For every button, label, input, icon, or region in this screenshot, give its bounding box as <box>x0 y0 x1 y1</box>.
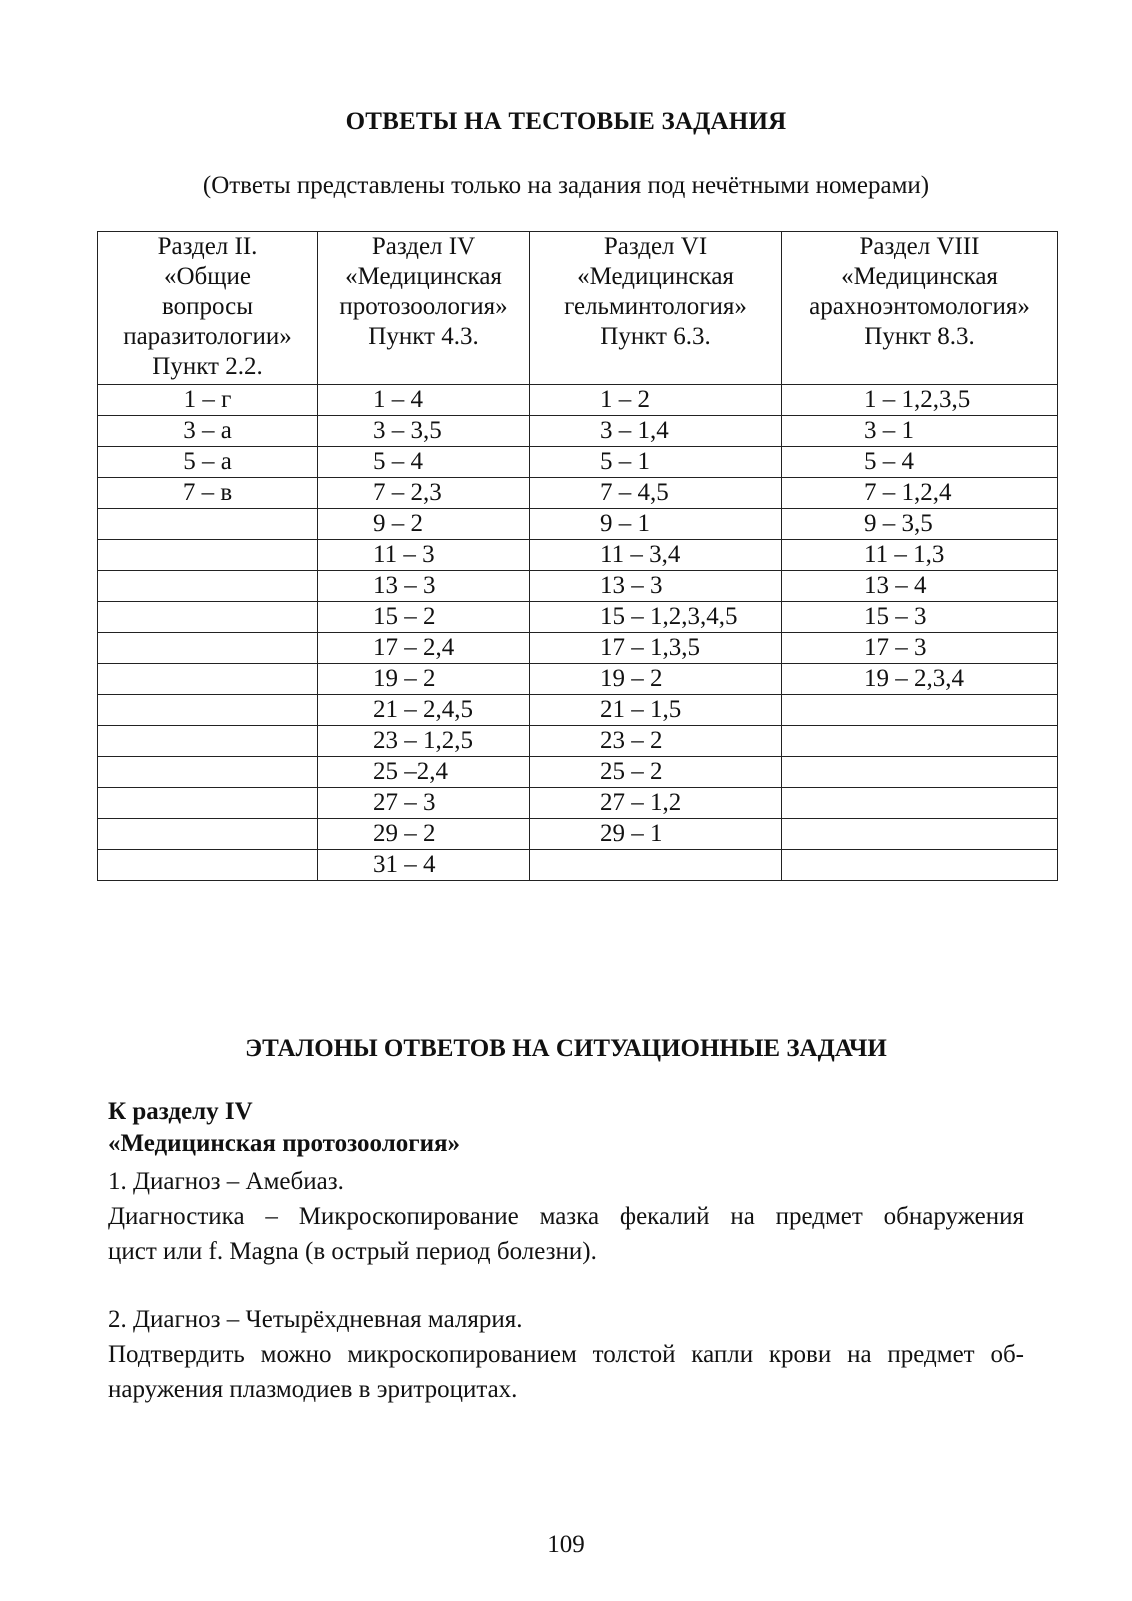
header-line: Пункт 4.3. <box>368 323 479 350</box>
table-cell <box>98 664 318 695</box>
answer-1-text-line: Диагностика – Микроскопирование мазка фекалий на предмет обнаружения <box>108 1203 1024 1230</box>
table-cell <box>318 416 530 447</box>
answer-value: 17 – 2,4 <box>373 634 455 661</box>
answer-value <box>782 696 864 723</box>
table-row <box>98 788 1058 819</box>
table-cell <box>98 850 318 881</box>
table-cell <box>530 540 782 571</box>
answer-value: 15 – 1,2,3,4,5 <box>600 603 738 630</box>
header-line: «Медицинская <box>841 263 998 290</box>
answer-value: 13 – 4 <box>864 572 927 599</box>
table-cell <box>98 602 318 633</box>
table-cell <box>98 540 318 571</box>
header-cell-section-6 <box>530 232 782 385</box>
answer-2 <box>108 1302 1024 1407</box>
page-subtitle: (Ответы представлены только на задания под нечётными номерами) <box>202 172 930 199</box>
table-cell <box>318 788 530 819</box>
header-line: Раздел II. <box>157 233 258 260</box>
page-title: ОТВЕТЫ НА ТЕСТОВЫЕ ЗАДАНИЯ <box>345 108 787 135</box>
table-cell <box>530 664 782 695</box>
header-line: Раздел VIII <box>859 233 980 260</box>
answer-value: 23 – 1,2,5 <box>373 727 473 754</box>
table-cell <box>98 447 318 478</box>
table-cell <box>530 726 782 757</box>
answer-value: 5 – 4 <box>864 448 914 475</box>
answer-value: 7 – 1,2,4 <box>864 479 952 506</box>
answer-2-text-line: наружения плазмодиев в эритроцитах. <box>108 1376 518 1403</box>
answers-table <box>97 231 1058 881</box>
table-cell <box>782 416 1058 447</box>
header-line: «Медицинская <box>345 263 502 290</box>
answer-value <box>782 727 864 754</box>
table-cell <box>98 819 318 850</box>
answer-value <box>782 851 864 878</box>
answer-value: 1 – г <box>183 386 232 413</box>
table-cell <box>782 509 1058 540</box>
table-cell <box>98 571 318 602</box>
header-line: «Общие <box>164 263 251 290</box>
table-cell <box>782 447 1058 478</box>
answer-value <box>782 820 864 847</box>
table-cell <box>318 819 530 850</box>
section-heading-subtitle: «Медицинская протозоология» <box>108 1130 461 1157</box>
table-cell <box>98 757 318 788</box>
answer-value: 5 – а <box>183 448 232 475</box>
table-cell <box>318 633 530 664</box>
header-line: Раздел IV <box>371 233 476 260</box>
answer-value: 19 – 2,3,4 <box>864 665 964 692</box>
answers-table-header-row <box>98 232 1058 385</box>
table-row <box>98 478 1058 509</box>
table-cell <box>98 788 318 819</box>
table-cell <box>530 385 782 416</box>
answer-value: 19 – 2 <box>373 665 436 692</box>
answer-value <box>782 758 864 785</box>
table-row <box>98 633 1058 664</box>
section-heading-line: К разделу IV <box>108 1098 253 1125</box>
table-cell <box>782 540 1058 571</box>
table-row <box>98 695 1058 726</box>
table-cell <box>318 602 530 633</box>
answer-value: 7 – 4,5 <box>600 479 669 506</box>
answer-value: 21 – 2,4,5 <box>373 696 473 723</box>
table-row <box>98 447 1058 478</box>
answer-value: 31 – 4 <box>373 851 436 878</box>
answer-value: 13 – 3 <box>373 572 436 599</box>
table-cell <box>782 602 1058 633</box>
header-line: протозоология» <box>339 293 508 320</box>
table-cell <box>318 447 530 478</box>
answer-2-text-line: Подтвердить можно микроскопированием толстой капли крови на предмет об- <box>108 1341 1024 1368</box>
table-cell <box>530 478 782 509</box>
section-heading <box>108 1096 460 1160</box>
table-cell <box>782 385 1058 416</box>
answer-value: 5 – 4 <box>373 448 423 475</box>
answer-value: 11 – 1,3 <box>864 541 945 568</box>
header-cell-section-4 <box>318 232 530 385</box>
table-cell <box>530 850 782 881</box>
answer-value <box>530 851 600 878</box>
answer-value: 11 – 3 <box>373 541 435 568</box>
table-cell <box>318 540 530 571</box>
answer-value: 23 – 2 <box>600 727 663 754</box>
table-cell <box>530 447 782 478</box>
answer-value: 19 – 2 <box>600 665 663 692</box>
header-cell-section-2 <box>98 232 318 385</box>
answer-value: 27 – 1,2 <box>600 789 682 816</box>
situational-tasks-heading: ЭТАЛОНЫ ОТВЕТОВ НА СИТУАЦИОННЫЕ ЗАДАЧИ <box>245 1035 887 1062</box>
answer-value: 3 – а <box>183 417 232 444</box>
header-line: «Медицинская <box>577 263 734 290</box>
table-cell <box>530 819 782 850</box>
table-cell <box>98 385 318 416</box>
answers-table-body <box>98 385 1058 881</box>
answer-value: 7 – в <box>182 479 233 506</box>
table-cell <box>530 571 782 602</box>
answer-2-diagnosis: 2. Диагноз – Четырёхдневная малярия. <box>108 1306 523 1333</box>
table-row <box>98 385 1058 416</box>
answer-value: 1 – 1,2,3,5 <box>864 386 971 413</box>
header-line: паразитологии» <box>123 323 292 350</box>
table-cell <box>782 726 1058 757</box>
table-cell <box>318 478 530 509</box>
header-line: Пункт 6.3. <box>600 323 711 350</box>
table-cell <box>318 664 530 695</box>
header-line: вопросы <box>161 293 254 320</box>
table-cell <box>782 819 1058 850</box>
answer-value: 25 –2,4 <box>373 758 448 785</box>
table-row <box>98 509 1058 540</box>
answer-value: 15 – 3 <box>864 603 927 630</box>
answer-value: 7 – 2,3 <box>373 479 442 506</box>
table-cell <box>530 602 782 633</box>
header-line: Раздел VI <box>603 233 708 260</box>
table-cell <box>98 695 318 726</box>
table-cell <box>98 509 318 540</box>
header-cell-section-8 <box>782 232 1058 385</box>
header-line: гельминтология» <box>564 293 747 320</box>
answer-value: 9 – 1 <box>600 510 650 537</box>
answer-value: 17 – 1,3,5 <box>600 634 700 661</box>
table-row <box>98 664 1058 695</box>
table-cell <box>782 788 1058 819</box>
table-cell <box>530 416 782 447</box>
table-cell <box>782 571 1058 602</box>
answer-value: 17 – 3 <box>864 634 927 661</box>
table-cell <box>318 726 530 757</box>
table-cell <box>530 757 782 788</box>
table-cell <box>98 416 318 447</box>
table-row <box>98 602 1058 633</box>
table-cell <box>782 695 1058 726</box>
header-line: арахноэнтомология» <box>809 293 1030 320</box>
header-line: Пункт 2.2. <box>152 353 263 380</box>
table-cell <box>782 850 1058 881</box>
table-cell <box>782 478 1058 509</box>
table-cell <box>530 695 782 726</box>
table-row <box>98 571 1058 602</box>
table-cell <box>98 726 318 757</box>
answer-1-diagnosis: 1. Диагноз – Амебиаз. <box>108 1168 344 1195</box>
table-cell <box>318 385 530 416</box>
table-cell <box>318 850 530 881</box>
answer-value: 3 – 1,4 <box>600 417 669 444</box>
table-cell <box>530 509 782 540</box>
table-cell <box>98 633 318 664</box>
table-cell <box>530 788 782 819</box>
answer-value: 1 – 4 <box>373 386 423 413</box>
answer-value: 9 – 3,5 <box>864 510 933 537</box>
answer-value: 25 – 2 <box>600 758 663 785</box>
header-line: Пункт 8.3. <box>864 323 975 350</box>
answer-value: 1 – 2 <box>600 386 650 413</box>
table-cell <box>782 757 1058 788</box>
table-cell <box>318 695 530 726</box>
table-cell <box>318 757 530 788</box>
answer-value <box>782 789 864 816</box>
answer-value: 11 – 3,4 <box>600 541 681 568</box>
answer-value: 3 – 3,5 <box>373 417 442 444</box>
table-cell <box>98 478 318 509</box>
answer-value: 21 – 1,5 <box>600 696 682 723</box>
answer-1 <box>108 1164 1024 1269</box>
table-row <box>98 757 1058 788</box>
table-cell <box>318 571 530 602</box>
page-number: 109 <box>547 1531 585 1558</box>
answer-value: 15 – 2 <box>373 603 436 630</box>
answer-value: 29 – 1 <box>600 820 663 847</box>
answer-1-text-line: цист или f. Magna (в острый период болезни). <box>108 1238 597 1265</box>
table-row <box>98 850 1058 881</box>
table-cell <box>530 633 782 664</box>
answer-value: 27 – 3 <box>373 789 436 816</box>
table-row <box>98 726 1058 757</box>
table-row <box>98 540 1058 571</box>
table-cell <box>782 633 1058 664</box>
answer-value: 3 – 1 <box>864 417 914 444</box>
table-row <box>98 819 1058 850</box>
table-cell <box>782 664 1058 695</box>
answer-value: 9 – 2 <box>373 510 423 537</box>
table-row <box>98 416 1058 447</box>
table-cell <box>318 509 530 540</box>
answer-value: 13 – 3 <box>600 572 663 599</box>
answer-value: 29 – 2 <box>373 820 436 847</box>
answer-value: 5 – 1 <box>600 448 650 475</box>
